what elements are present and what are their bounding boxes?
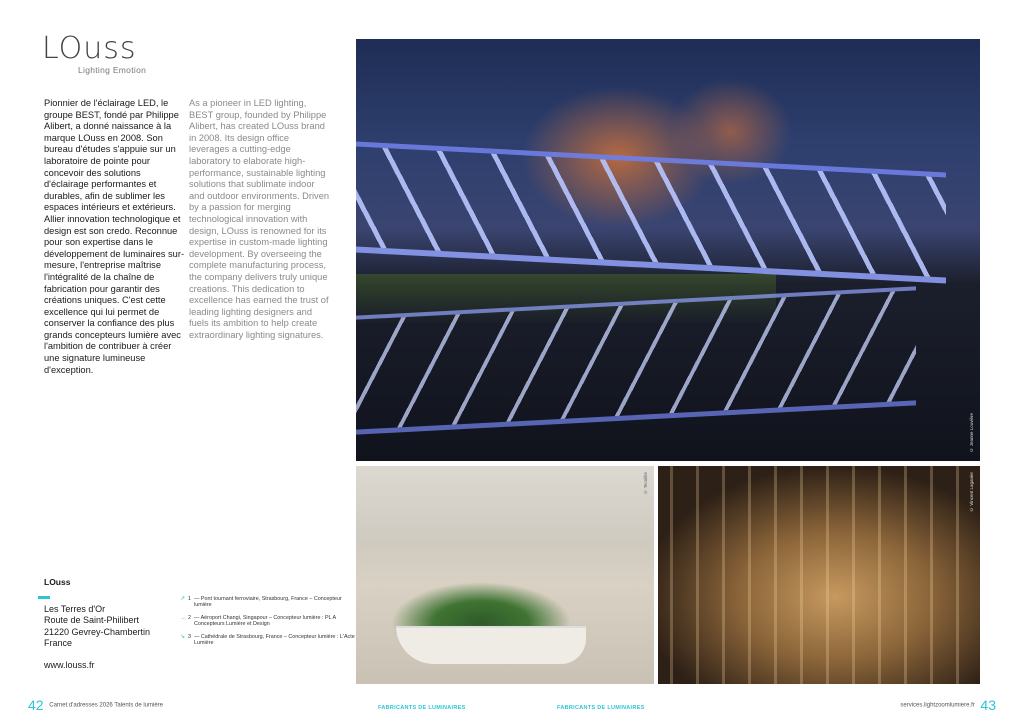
brand-logo	[42, 31, 152, 75]
arrow-right-icon: →	[180, 614, 186, 621]
photo-airport-interior	[356, 466, 654, 684]
accent-divider	[38, 596, 50, 599]
contact-block	[44, 577, 184, 671]
planter	[396, 626, 586, 664]
illuminated-bridge	[356, 142, 946, 284]
arrow-up-right-icon: ↗	[180, 596, 186, 602]
publication-title: Carnet d'adresses 2026 Talents de lumière	[49, 702, 164, 709]
logo-wordmark: LOuss	[42, 31, 137, 66]
address-line: Les Terres d'Or	[44, 603, 106, 614]
page-number-left: 42	[28, 697, 44, 713]
body-text-english: As a pioneer in LED lighting, BEST group, founded by Philippe Alibert, has created LOuss brand in 2008. Its design office leverages a cutting-edge laboratory to elaborate high-performance, sustainable lighting solutions that sublimate indoor and outdoor environments. Driven by a passion for merging technological innovation with design, LOuss is renowned for its expertise in custom-made lighting development. By overseeing the complete manufacturing process, the company delivers truly unique creations. This dedication to excellence has earned the trust of leading lighting designers and fuels its ambition to help create extraordinary lighting signatures.	[189, 98, 330, 340]
photo-credit: © Jeanne Louvière	[969, 413, 974, 453]
photo-credit: © Vincent Laganier	[969, 472, 974, 512]
footer-left	[24, 697, 163, 713]
body-text-french: Pionnier de l'éclairage LED, le groupe BEST, fondé par Philippe Alibert, a donné naissance à la marque LOuss en 2008. Son bureau d'études s'appuie sur un laboratoire de pointe pour concevoir des solutions d'éclairage performantes et durables, afin de sublimer les espaces intérieurs et extérieurs. Allier innovation technologique et design est son credo. Reconnue pour son expertise dans le développement de luminaires sur-mesure, l'entreprise maîtrise l'intégralité de la chaîne de fabrication pour garantir des créations uniques. C'est cette excellence qui lui permet de conserver la confiance des plus grands concepteurs lumière avec l'ambition de contribuer à créer une signature lumineuse d'exception.	[44, 98, 185, 375]
page-number-right: 43	[980, 697, 996, 713]
address-line: France	[44, 638, 73, 648]
section-label-right: FABRICANTS DE LUMINAIRES	[557, 705, 645, 711]
caption-item: ↘ 3 — Cathédrale de Strasbourg, France – Concepteur lumière : L'Acte Lumière	[180, 633, 355, 647]
company-name: LOuss	[44, 577, 71, 587]
website-footer[interactable]: services.lightzoomlumiere.fr	[900, 702, 975, 709]
photo-bridge-night	[356, 39, 980, 461]
section-label-left: FABRICANTS DE LUMINAIRES	[378, 705, 466, 711]
logo-tagline: Lighting Emotion	[78, 65, 147, 75]
photo-credit: © Tecnilite	[643, 472, 648, 495]
photo-cathedral-facade	[658, 466, 980, 684]
address-line: Route de Saint-Philibert	[44, 615, 140, 625]
address-line: 21220 Gevrey-Chambertin	[44, 626, 151, 637]
caption-item: → 2 — Aéroport Changi, Singapour – Concepteur lumière : PL A Concepteurs Lumière et Design	[180, 614, 336, 628]
footer-right	[900, 697, 1000, 713]
photo-captions	[180, 596, 355, 652]
caption-item: ↗ 1 — Pont tournant ferroviaire, Strasbourg, France – Concepteur lumière	[180, 596, 342, 609]
website-link[interactable]: www.louss.fr	[44, 659, 95, 670]
arrow-down-right-icon: ↘	[180, 633, 186, 640]
